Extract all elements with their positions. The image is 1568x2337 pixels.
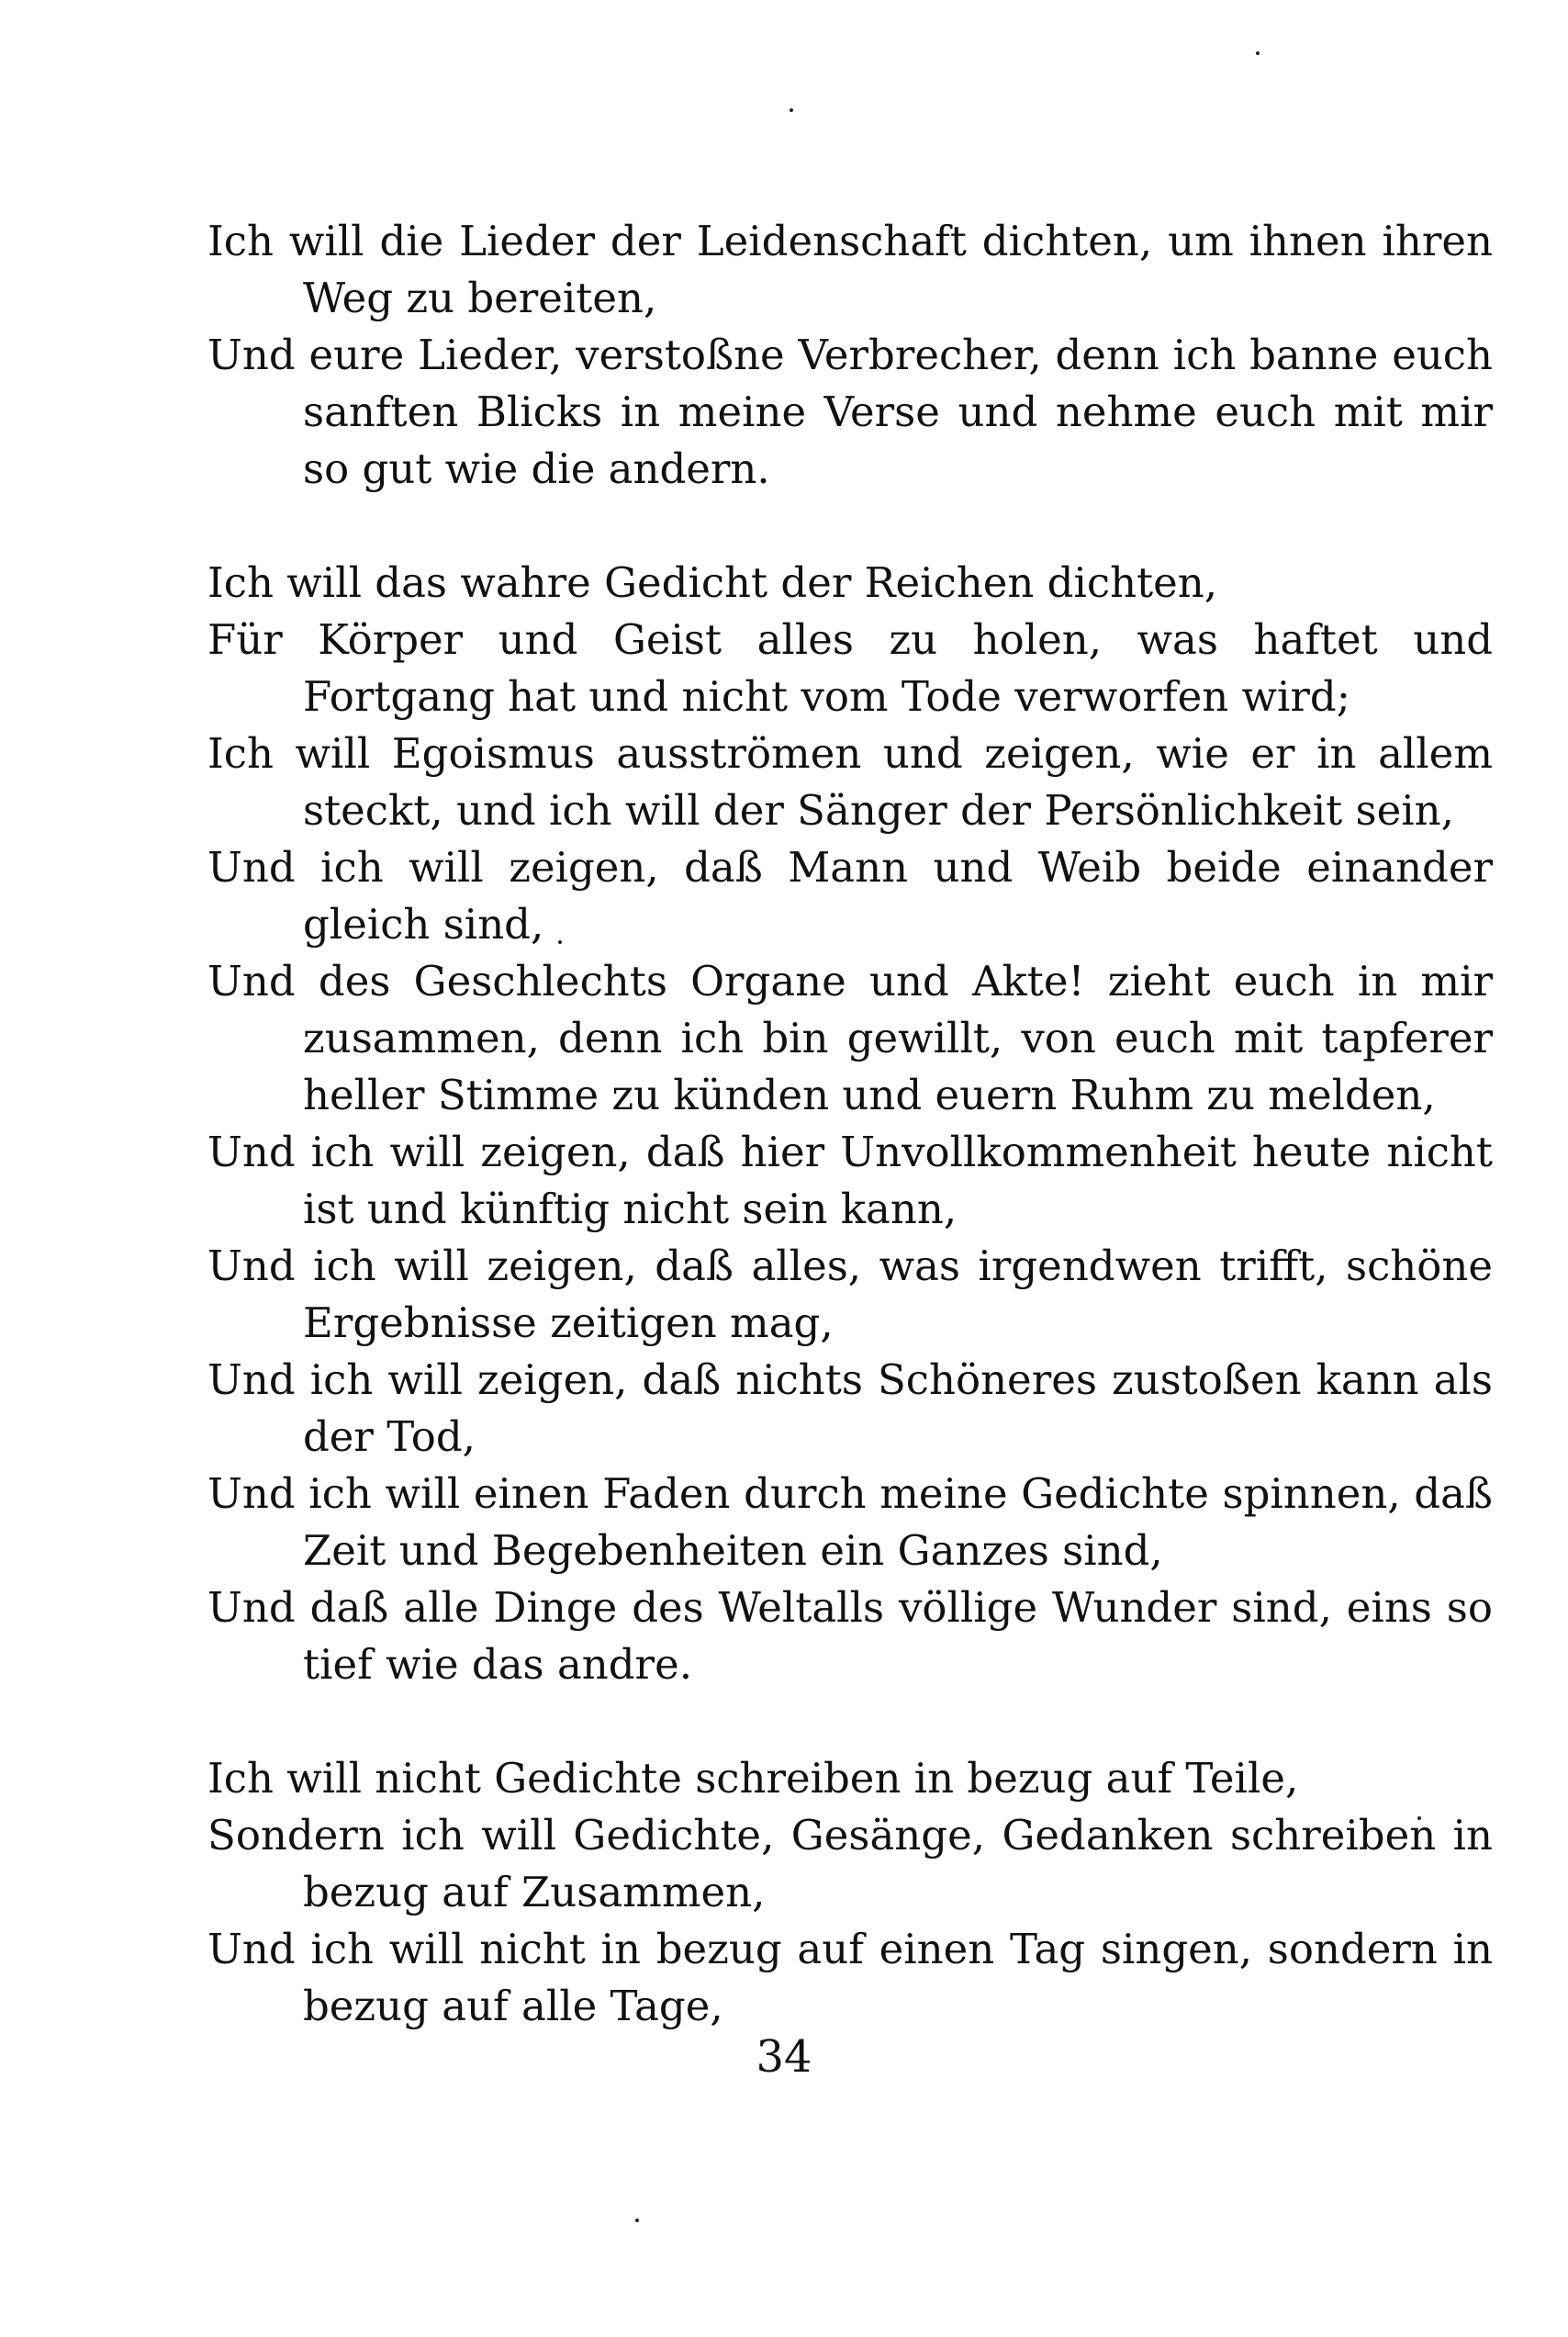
- stanza-1: [207, 213, 1493, 498]
- verse-line: Und ich will nicht in bezug auf einen Tag singen, sondern in bezug auf alle Tage,: [207, 1925, 1493, 2030]
- verse-line: Ich will nicht Gedichte schreiben in bezug auf Teile,: [207, 1754, 1299, 1803]
- verse-line: Und daß alle Dinge des Weltalls völlige Wunder sind, eins so tief wie das andre.: [207, 1583, 1493, 1689]
- verse-line: Und eure Lieder, verstoßne Verbrecher, denn ich banne euch sanften Blicks in meine Verse und nehme euch mit mir so gut wie die andern.: [207, 331, 1493, 493]
- verse-line: Und ich will zeigen, daß nichts Schöneres zustoßen kann als der Tod,: [207, 1355, 1493, 1461]
- verse-line: Und des Geschlechts Organe und Akte! zieht euch in mir zusammen, denn ich bin gewillt, von euch mit tapferer heller Stimme zu künden und euern Ruhm zu melden,: [207, 957, 1493, 1119]
- verse-line: Ich will Egoismus ausströmen und zeigen, wie er in allem steckt, und ich will der Sänger der Persönlichkeit sein,: [207, 729, 1493, 835]
- verse-line: Ich will die Lieder der Leidenschaft dichten, um ihnen ihren Weg zu bereiten,: [207, 217, 1493, 322]
- verse-line: Und ich will zeigen, daß alles, was irgendwen trifft, schöne Ergebnisse zeitigen mag,: [207, 1242, 1493, 1347]
- print-speck: [790, 108, 793, 112]
- verse-line: Sondern ich will Gedichte, Gesänge, Gedanken schreiben in bezug auf Zusammen,: [207, 1811, 1493, 1916]
- verse-line: Ich will das wahre Gedicht der Reichen dichten,: [207, 558, 1218, 607]
- stanza-2: [207, 555, 1493, 1693]
- verse-line: Und ich will zeigen, daß hier Unvollkommenheit heute nicht ist und künftig nicht sein kann,: [207, 1128, 1493, 1233]
- stanza-3: [207, 1750, 1493, 2035]
- print-speck: [1256, 51, 1260, 55]
- verse-line: Für Körper und Geist alles zu holen, was haftet und Fortgang hat und nicht vom Tode verworfen wird;: [207, 615, 1493, 721]
- verse-line: Und ich will zeigen, daß Mann und Weib beide einander gleich sind,: [207, 843, 1493, 949]
- page-number: 34: [756, 2031, 812, 2083]
- verse-line: Und ich will einen Faden durch meine Gedichte spinnen, daß Zeit und Begebenheiten ein Ganzes sind,: [207, 1469, 1493, 1575]
- poem-text: [207, 213, 1493, 2035]
- print-speck: [635, 2219, 639, 2222]
